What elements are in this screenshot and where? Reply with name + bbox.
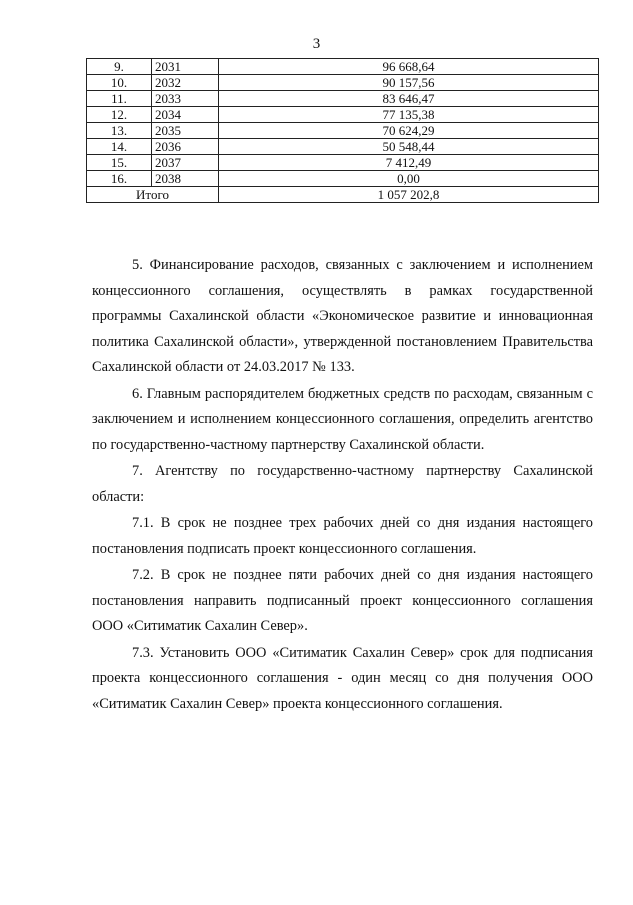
table-row <box>87 155 599 171</box>
table-row <box>87 123 599 139</box>
row-value: 96 668,64 <box>219 59 599 75</box>
row-year: 2034 <box>152 107 219 123</box>
row-value: 77 135,38 <box>219 107 599 123</box>
financing-table <box>86 58 599 203</box>
page-number: 3 <box>312 36 321 52</box>
row-year: 2036 <box>152 139 219 155</box>
table-row <box>87 59 599 75</box>
row-year: 2038 <box>152 171 219 187</box>
row-value: 83 646,47 <box>219 91 599 107</box>
row-value: 90 157,56 <box>219 75 599 91</box>
paragraph-7-3: 7.3. Установить ООО «Ситиматик Сахалин Север» срок для подписания проекта концессионного соглашения - один месяц со дня получения ООО «Ситиматик Сахалин Север» проекта концессионного соглашения. <box>92 644 593 712</box>
body-text <box>92 253 593 717</box>
row-number: 11. <box>87 91 152 107</box>
paragraph-5: 5. Финансирование расходов, связанных с заключением и исполнением концессионного соглашения, осуществлять в рамках государственной программы Сахалинской области «Экономическое развитие и инновационная политика Сахалинской области», утвержденной постановлением Правительства Сахалинской области от 24.03.2017 № 133. <box>92 257 593 375</box>
row-year: 2033 <box>152 91 219 107</box>
row-number: 15. <box>87 155 152 171</box>
paragraph-7: 7. Агентству по государственно-частному партнерству Сахалинской области: <box>92 463 593 505</box>
row-value: 7 412,49 <box>219 155 599 171</box>
table-row <box>87 91 599 107</box>
row-year: 2031 <box>152 59 219 75</box>
paragraph-6: 6. Главным распорядителем бюджетных средств по расходам, связанным с заключением и исполнением концессионного соглашения, определить агентство по государственно-частному партнерству Сахалинской области. <box>92 385 593 453</box>
total-value: 1 057 202,8 <box>219 187 599 203</box>
row-value: 70 624,29 <box>219 123 599 139</box>
table-row <box>87 75 599 91</box>
row-value: 0,00 <box>219 171 599 187</box>
row-year: 2035 <box>152 123 219 139</box>
row-year: 2032 <box>152 75 219 91</box>
table-total-row <box>87 187 599 203</box>
paragraph-7-2: 7.2. В срок не позднее пяти рабочих дней со дня издания настоящего постановления направить подписанный проект концессионного соглашения ООО «Ситиматик Сахалин Север». <box>92 567 593 634</box>
row-number: 13. <box>87 123 152 139</box>
row-value: 50 548,44 <box>219 139 599 155</box>
row-year: 2037 <box>152 155 219 171</box>
total-label: Итого <box>87 187 219 203</box>
table-body <box>87 59 599 203</box>
paragraph-7-1: 7.1. В срок не позднее трех рабочих дней со дня издания настоящего постановления подписать проект концессионного соглашения. <box>92 515 593 557</box>
row-number: 16. <box>87 171 152 187</box>
row-number: 12. <box>87 107 152 123</box>
row-number: 14. <box>87 139 152 155</box>
table-row <box>87 107 599 123</box>
table-row <box>87 171 599 187</box>
table-row <box>87 139 599 155</box>
row-number: 10. <box>87 75 152 91</box>
row-number: 9. <box>87 59 152 75</box>
